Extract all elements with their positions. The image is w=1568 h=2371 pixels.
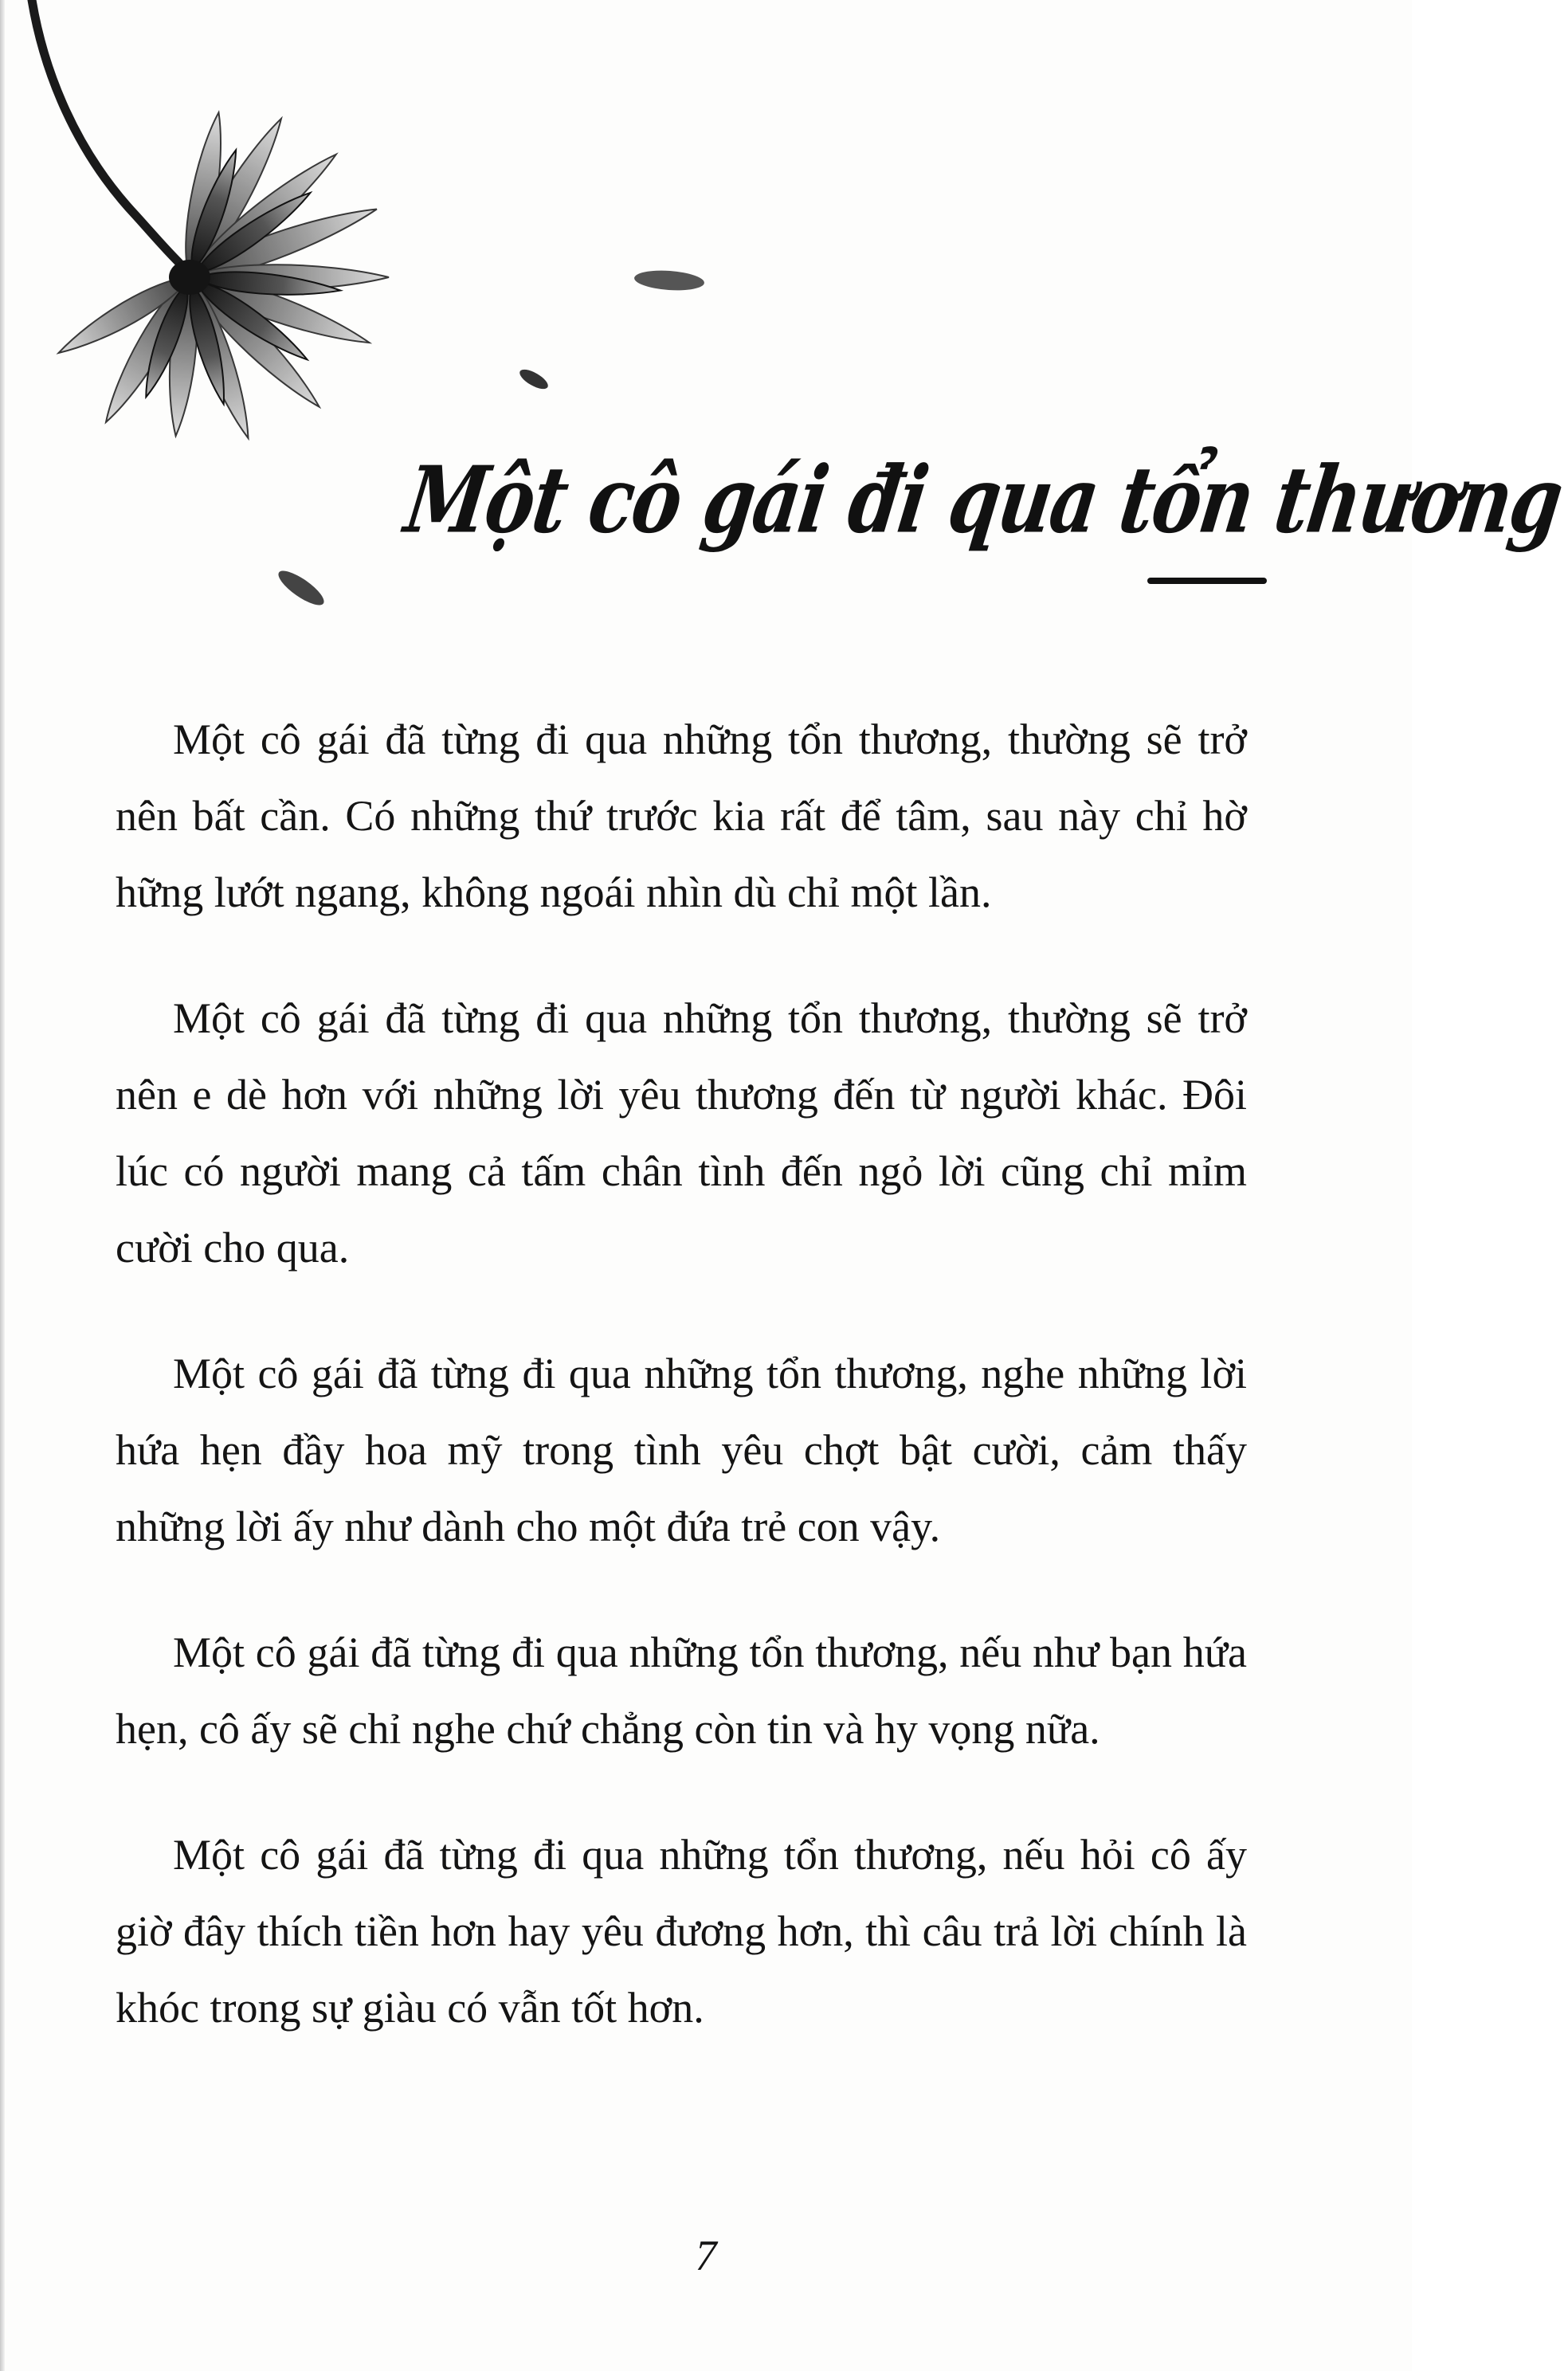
paragraph-1: Một cô gái đã từng đi qua những tổn thương, thường sẽ trở nên bất cần. Có những thứ trước kia rất để tâm, sau này chỉ hờ hững lướt ngang, không ngoái nhìn dù chỉ một lần. xyxy=(116,715,1247,916)
page-number: 7 xyxy=(695,2232,717,2279)
title-flourish xyxy=(1147,578,1267,584)
paragraph-5: Một cô gái đã từng đi qua những tổn thương, nếu hỏi cô ấy giờ đây thích tiền hơn hay yêu đương hơn, thì câu trả lời chính là khóc trong sự giàu có vẫn tốt hơn. xyxy=(116,1831,1247,2032)
paragraph-4: Một cô gái đã từng đi qua những tổn thương, nếu như bạn hứa hẹn, cô ấy sẽ chỉ nghe chứ chẳng còn tin và hy vọng nữa. xyxy=(116,1628,1247,1753)
body-text xyxy=(116,701,1247,2095)
paragraph-2: Một cô gái đã từng đi qua những tổn thương, thường sẽ trở nên e dè hơn với những lời yêu thương đến từ người khác. Đôi lúc có người mang cả tấm chân tình đến ngỏ lời cũng chỉ mỉm cười cho qua. xyxy=(116,994,1247,1272)
paragraph-3: Một cô gái đã từng đi qua những tổn thương, nghe những lời hứa hẹn đầy hoa mỹ trong tình yêu chợt bật cười, cảm thấy những lời ấy như dành cho một đứa trẻ con vậy. xyxy=(116,1350,1247,1550)
chapter-title: Một cô gái đi qua tổn thương xyxy=(399,446,1568,554)
